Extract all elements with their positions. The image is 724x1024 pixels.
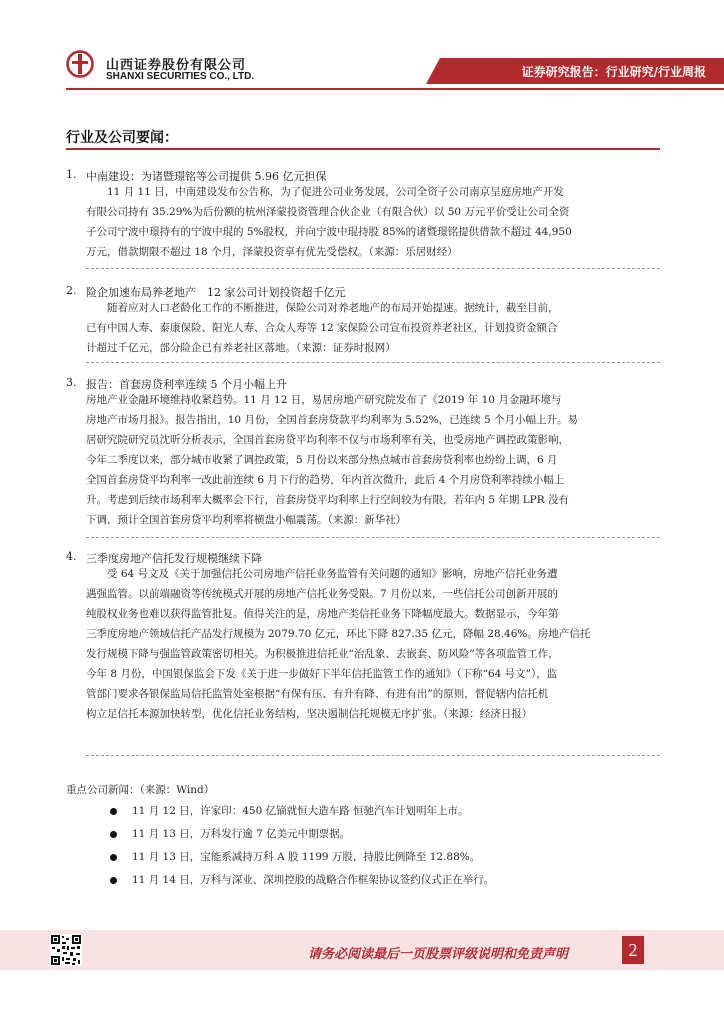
- bullet-icon: [110, 808, 117, 815]
- list-item: [110, 800, 494, 823]
- news-item-title: 中南建设：为诸暨璟铭等公司提供 5.96 亿元担保: [86, 170, 327, 183]
- company-news-text: 11 月 13 日，宝能系减持万科 A 股 1199 万股，持股比例降至 12.88%。: [132, 851, 481, 863]
- company-news-text: 11 月 13 日，万科发行逾 7 亿美元中期票据。: [132, 828, 351, 840]
- section-divider: [66, 148, 660, 150]
- news-line: 三季度房地产领域信托产品发行规模为 2079.70 亿元，环比下降 827.35 亿元，降幅 28.46%。房地产信托: [86, 628, 591, 640]
- news-line: 11 月 11 日，中南建设发布公告称，为了促进公司业务发展，公司全资子公司南京呈庭房地产开发: [86, 186, 564, 198]
- news-line: 有限公司持有 35.29%为后份额的杭州泽蒙投资管理合伙企业（有限合伙）以 50 万元平价受让公司全资: [86, 206, 570, 218]
- news-item-number: 2.: [66, 284, 77, 297]
- news-line: 下调，预计全国首套房贷平均利率将横盘小幅震荡。（来源：新华社）: [86, 514, 407, 526]
- news-item-title: 报告：首套房贷利率连续 5 个月小幅上升: [86, 378, 287, 391]
- news-item-body: [86, 182, 660, 262]
- list-item: [110, 869, 494, 892]
- news-line: 房地产业金融环境维持收紧趋势。11 月 12 日，易居房地产研究院发布了《2019 年 10 月金融环境与: [86, 394, 562, 406]
- news-item-body: [86, 390, 660, 530]
- news-item-body: [86, 564, 660, 724]
- news-line: 构立足信托本源加快转型，优化信托业务结构，坚决遏制信托规模无序扩张。（来源：经济日报）: [86, 708, 533, 720]
- news-separator: [86, 268, 660, 269]
- news-line: 全国首套房贷平均利率一改此前连续 6 月下行的趋势，年内首次微升，此后 4 个月房贷利率持续小幅上: [86, 474, 565, 486]
- news-item-body: [86, 298, 660, 358]
- news-line: 管部门要求各银保监局信托监管处室根据“有保有压、有升有降、有进有出”的原则，督促辖内信托机: [86, 688, 549, 700]
- bullet-icon: [110, 831, 117, 838]
- news-line: 纯股权业务也难以获得监管批复。值得关注的是，房地产类信托业务下降幅度最大。数据显示，今年第: [86, 608, 559, 620]
- news-line: 发行规模下降与强监管政策密切相关。为积极推进信托业“治乱象、去嵌套、防风险”等各项监管工作，: [86, 648, 559, 660]
- news-separator: [86, 537, 660, 538]
- bullet-icon: [110, 877, 117, 884]
- list-item: [110, 823, 494, 846]
- news-line: 升。考虑到后续市场利率大概率会下行，首套房贷平均利率上行空间较为有限，若年内 5 年期 LPR 没有: [86, 494, 569, 506]
- news-line: 万元，借款期限不超过 18 个月，泽蒙投资享有优先受偿权。（来源：乐居财经）: [86, 246, 458, 258]
- company-news-text: 11 月 12 日，许家印：450 亿镝就恒大造车路 恒驰汽车计划明年上市。: [132, 805, 469, 817]
- news-item-title: 险企加速布局养老地产 12 家公司计划投资超千亿元: [86, 286, 346, 299]
- news-item-number: 3.: [66, 376, 77, 389]
- header-divider: [66, 88, 724, 90]
- news-item-number: 4.: [66, 550, 77, 563]
- page-number: 2: [622, 936, 644, 964]
- news-item-number: 1.: [66, 168, 77, 181]
- company-name-en: SHANXI SECURITIES CO., LTD.: [106, 71, 255, 82]
- news-line: 今年 8 月份，中国银保监会下发《关于进一步做好下半年信托监管工作的通知》（下称“64 号文”），监: [86, 668, 558, 680]
- news-line: 今年二季度以来，部分城市收紧了调控政策，5 月份以来部分热点城市首套房贷利率也纷纷上调，6 月: [86, 454, 558, 466]
- list-item: [110, 846, 494, 869]
- news-line: 已有中国人寿、泰康保险、阳光人寿、合众人寿等 12 家保险公司宣布投资养老社区，计划投资金额合: [86, 322, 558, 334]
- news-line: 居研究院研究员沈昕分析表示，全国首套房贷平均利率不仅与市场利率有关，也受房地产调控政策影响，: [86, 434, 569, 446]
- company-news-text: 11 月 14 日，万科与深业、深圳控股的战略合作框架协议签约仪式正在举行。: [132, 874, 495, 886]
- page-header: [0, 0, 724, 96]
- report-type-banner: [440, 58, 724, 84]
- company-news-list: [110, 800, 494, 892]
- company-logo-icon: [66, 50, 94, 78]
- qr-code-icon: [50, 934, 82, 966]
- bullet-icon: [110, 854, 117, 861]
- report-type-label: 证券研究报告：行业研究/行业周报: [521, 65, 706, 79]
- news-line: 遇强监管。以前端融资等传统模式开展的房地产信托业务受限。7 月份以来，一些信托公司创新开展的: [86, 588, 559, 600]
- company-name-cn: 山西证券股份有限公司: [106, 58, 247, 73]
- disclaimer-text: 请务必阅读最后一页股票评级说明和免责声明: [308, 947, 569, 962]
- company-news-label: 重点公司新闻：（来源：Wind）: [66, 784, 215, 796]
- news-line: 随着应对人口老龄化工作的不断推进，保险公司对养老地产的布局开始提速。据统计，截至目前，: [86, 302, 559, 314]
- news-line: 受 64 号文及《关于加强信托公司房地产信托业务监管有关问题的通知》影响，房地产信托业务遭: [86, 568, 558, 580]
- news-line: 计超过千亿元，部分险企已有养老社区落地。（来源：证券时报网）: [86, 342, 396, 354]
- news-separator: [86, 362, 660, 363]
- news-item-title: 三季度房地产信托发行规模继续下降: [86, 552, 262, 565]
- section-title: 行业及公司要闻：: [66, 130, 178, 146]
- news-line: 房地产市场月报》。报告指出，10 月份，全国首套房贷款平均利率为 5.52%，已连续 5 个月小幅上升。易: [86, 414, 578, 426]
- news-separator: [86, 755, 660, 756]
- news-line: 子公司宁波中璟持有的宁波中琨的 5%股权，并向宁波中琨持股 85%的诸暨璟铭提供借款不超过 44,950: [86, 226, 572, 238]
